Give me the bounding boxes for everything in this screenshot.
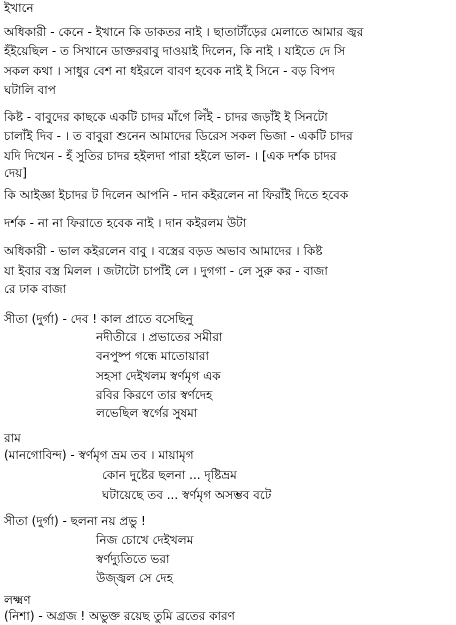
doc-line: নিজ চোখে দেইখলম <box>96 533 194 547</box>
doc-line: কি আইজ্ঞা ইচাদর ট দিলেন আপনি - দান কইরলেন না ফিরাঁই দিতে হবেক <box>4 188 349 202</box>
doc-line: লভেছিল স্বর্গের সুষমা <box>96 406 198 420</box>
doc-line: রে ঢাক বাজা <box>4 282 67 296</box>
doc-line: যা ইবার বস্ত্র মিলল । জটাটো চাপাঁই লে । দুগগা - লে সুরু কর - বাজা <box>4 264 328 278</box>
doc-line: অধিকারী - ভাল কইরলেন বাবু । বস্ত্রের বড়ড অভাব আমাদের । কিষ্ট <box>4 244 323 258</box>
doc-line: রাম <box>4 431 21 445</box>
doc-line: কিষ্ট - বাবুদের কাছকে একটি চাদর মাঁগে লিঁই - চাদর জড়াঁই ই সিনটো <box>4 110 328 124</box>
doc-line: ঘটায়েছে তব ... স্বর্ণমৃগ অসম্ভব বটে <box>102 488 272 502</box>
doc-line: হঁইয়েছিল - ত সিখানে ডাক্তরবাবু দাওয়াই দিলেন, কি নাই । যাইতে দে সি <box>4 44 346 58</box>
doc-line: ঘটালি বাপ <box>4 83 56 97</box>
doc-line: যদি দিখেন - হঁ সুতির চাদর হইলদা পারা হইলে ভাল- । [এক দর্শক চাদর <box>4 149 337 163</box>
doc-line: চালাঁই দিব - । ত বাবুরা শুনেন আমাদের ডিরেস সকল ভিজা - একটি চাদর <box>4 129 353 143</box>
doc-line: (নিশা) - অগ্রজ ! অভুক্ত রয়েছ তুমি ব্রতের কারণ <box>4 609 235 623</box>
doc-line: অধিকারী - কেনে - ইখানে কি ডাকতর নাই । ছাতাটাঁড়ের মেলাতে আমার জ্বর <box>4 25 364 39</box>
doc-line: সীতা (দুর্গা) - দেব ! কাল প্রাতে বসেছিনু <box>4 312 193 326</box>
doc-line: সহসা দেইখলম স্বর্ণমৃগ এক <box>96 369 221 383</box>
doc-line: উজ্জ্বল সে দেহ <box>96 571 173 585</box>
doc-line: দর্শক - না না ফিরাতে হবেক নাই । দান কইরলম উটা <box>4 216 247 230</box>
doc-line: কোন দুষ্টের ছলনা ... দৃষ্টিভ্রম <box>102 468 237 482</box>
doc-line: নদীতীরে । প্রভাতের সমীরা <box>96 330 223 344</box>
doc-line: (মানগোবিন্দ) - স্বর্ণমৃগ ভ্রম তব । মায়ামৃগ <box>4 448 194 462</box>
doc-line: রবির কিরণে তার স্বর্ণদেহ <box>96 388 213 402</box>
doc-line: স্বর্ণদ্যুতিতে ভরা <box>96 552 170 566</box>
doc-line: সকল কথা । সাধুর বেশ না ধইরলে বাবণ হবেক নাই ই সিনে - বড় বিপদ <box>4 64 335 78</box>
doc-line: সীতা (দুর্গা) - ছলনা নয় প্রভু ! <box>4 514 146 528</box>
doc-line: লক্ষ্মণ <box>4 593 31 607</box>
doc-line: বনপুষ্প গন্ধে মাতোয়ারা <box>96 349 209 363</box>
doc-line: ইখানে <box>4 1 34 15</box>
doc-line: দেয়] <box>4 166 27 180</box>
